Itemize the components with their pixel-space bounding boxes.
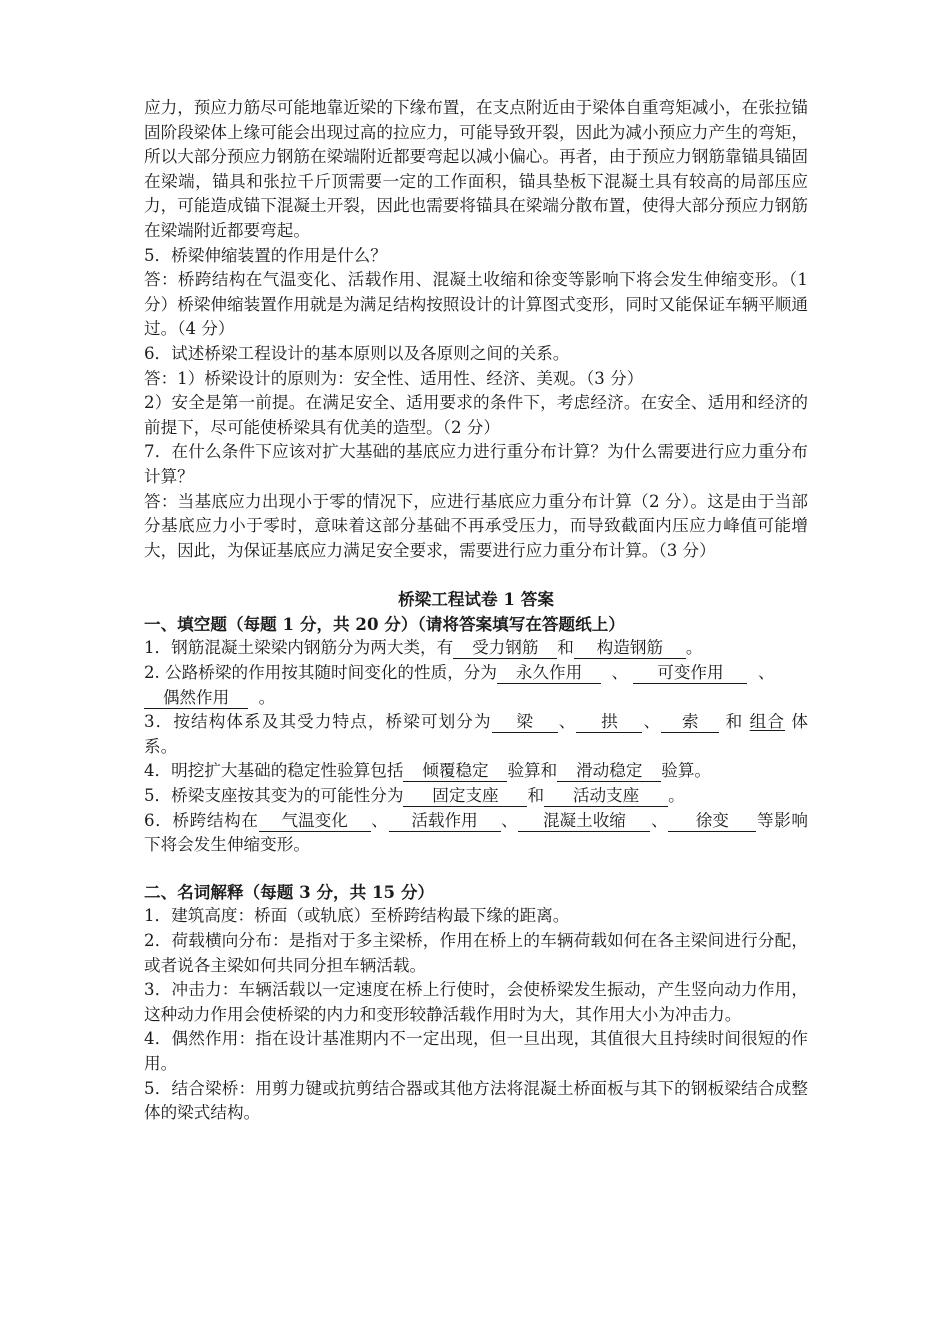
fill-q3-answer-3: 索	[661, 712, 719, 733]
fill-q6-answer-4: 徐变	[668, 811, 756, 832]
fill-q2-answer-2: 可变作用	[633, 663, 747, 684]
fill-q3-answer-1: 梁	[492, 712, 558, 733]
fill-q3-sep-2: 、	[642, 712, 662, 732]
fill-q2-answer-3: 偶然作用	[144, 688, 248, 709]
fill-q3-text: 3．按结构体系及其受力特点，桥梁可划分为	[144, 712, 492, 732]
question-5: 5．桥梁伸缩装置的作用是什么？	[144, 245, 387, 265]
fill-q6-answer-2: 活载作用	[389, 811, 501, 832]
answer-5: 答：桥跨结构在气温变化、活载作用、混凝土收缩和徐变等影响下将会发生伸缩变形。（1 分）桥梁伸缩装置作用就是为满足结构按照设计的计算图式变形，同时又能保证车辆平顺通过。（4 分）	[144, 270, 808, 339]
fill-q6-sep-3: 、	[650, 810, 669, 830]
fill-question-6	[144, 809, 808, 858]
fill-q2-text: 2. 公路桥梁的作用按其随时间变化的性质，分为	[144, 663, 497, 683]
terms-section-heading: 二、名词解释（每题 3 分，共 15 分）	[144, 881, 435, 902]
fill-q6-sep-1: 、	[370, 810, 389, 830]
continuation-paragraph: 应力，预应力筋尽可能地靠近梁的下缘布置，在支点附近由于梁体自重弯矩减小，在张拉锚固阶段梁体上缘可能会出现过高的拉应力，可能导致开裂，因此为减小预应力产生的弯矩，所以大部分预应力钢筋在梁端附近都要弯起以减小偏心。再者，由于预应力钢筋靠锚具锚固在梁端，锚具和张拉千斤顶需要一定的工作面积，锚具垫板下混凝土具有较高的局部压应力，可能造成锚下混凝土开裂，因此也需要将锚具在梁端分散布置，使得大部分预应力钢筋在梁端附近都要弯起。	[144, 98, 808, 240]
fill-q2-answer-1: 永久作用	[497, 663, 601, 684]
fill-q1-text: 1．钢筋混凝土梁梁内钢筋分为两大类，有	[144, 638, 454, 658]
fill-q1-end: 。	[685, 638, 703, 658]
fill-q1-answer-2: 构造钢筋	[574, 638, 686, 659]
exam-title: 桥梁工程试卷 1 答案	[398, 589, 554, 610]
fill-question-5	[144, 784, 808, 809]
fill-question-3	[144, 710, 808, 759]
answer-7: 答：当基底应力出现小于零的情况下，应进行基底应力重分布计算（2 分）。这是由于当部分基底应力小于零时，意味着这部分基础不再承受压力，而导致截面内压应力峰值可能增大，因此，为保证基底应力满足安全要求，需要进行应力重分布计算。（3 分）	[144, 491, 808, 560]
term-2: 2．荷载横向分布：是指对于多主梁桥，作用在桥上的车辆荷载如何在各主梁间进行分配，或者说各主梁如何共同分担车辆活载。	[144, 931, 808, 975]
fill-q2-sep-1: 、	[611, 663, 629, 683]
fill-q2-sep-2: 、	[757, 663, 775, 683]
fill-q6-answer-3: 混凝土收缩	[518, 811, 650, 832]
fill-q3-answer-4: 组合	[749, 712, 786, 732]
fill-q3-answer-2: 拱	[576, 712, 642, 733]
fill-in-section-heading: 一、填空题（每题 1 分，共 20 分）（请将答案填写在答题纸上）	[144, 613, 625, 634]
term-5: 5．结合梁桥：用剪力键或抗剪结合器或其他方法将混凝土桥面板与其下的钢板梁结合成整体的梁式结构。	[144, 1078, 808, 1123]
term-3: 3．冲击力：车辆活载以一定速度在桥上行使时，会使桥梁发生振动，产生竖向动力作用，这种动力作用会使桥梁的内力和变形较静活载作用时为大，其作用大小为冲击力。	[144, 980, 808, 1024]
fill-q1-answer-1: 受力钢筋	[453, 638, 557, 659]
fill-q4-mid: 验算和	[507, 761, 558, 781]
fill-q3-mid: 和	[725, 712, 744, 732]
fill-question-1	[144, 636, 808, 661]
answer-6-part-2: 2）安全是第一前提。在满足安全、适用要求的条件下，考虑经济。在安全、适用和经济的前提下，尽可能使桥梁具有优美的造型。（2 分）	[144, 393, 808, 437]
fill-question-2	[144, 661, 808, 710]
fill-q4-end: 验算。	[661, 761, 712, 781]
fill-q5-text: 5．桥梁支座按其变为的可能性分为	[144, 786, 404, 806]
fill-q6-text: 6．桥跨结构在	[144, 810, 259, 830]
fill-q3-sep-1: 、	[557, 712, 577, 732]
fill-q3-end: 体系。	[144, 712, 809, 756]
term-1: 1．建筑高度：桥面（或轨底）至桥跨结构最下缘的距离。	[144, 906, 570, 926]
fill-q4-answer-2: 滑动稳定	[557, 761, 661, 782]
fill-q5-end: 。	[668, 786, 685, 806]
fill-q6-sep-2: 、	[500, 810, 519, 830]
fill-q6-answer-1: 气温变化	[259, 811, 371, 832]
fill-q2-end: 。	[258, 687, 276, 707]
fill-q5-answer-1: 固定支座	[403, 786, 527, 807]
term-4: 4．偶然作用：指在设计基准期内不一定出现，但一旦出现，其值很大且持续时间很短的作用。	[144, 1029, 808, 1073]
fill-q6-end: 等影响下将会发生伸缩变形。	[144, 810, 809, 855]
fill-q4-text: 4．明挖扩大基础的稳定性验算包括	[144, 761, 404, 781]
fill-q5-answer-2: 活动支座	[544, 786, 668, 807]
question-7: 7．在什么条件下应该对扩大基础的基底应力进行重分布计算？为什么需要进行应力重分布计算？	[144, 442, 808, 486]
fill-q5-mid: 和	[527, 786, 545, 806]
fill-q4-answer-1: 倾覆稳定	[403, 761, 507, 782]
document-page	[144, 96, 808, 1126]
answer-6-part-1: 答：1）桥梁设计的原则为：安全性、适用性、经济、美观。（3 分）	[144, 368, 644, 388]
fill-q1-mid: 和	[557, 638, 574, 658]
fill-question-4	[144, 759, 808, 784]
question-6: 6．试述桥梁工程设计的基本原则以及各原则之间的关系。	[144, 343, 570, 363]
